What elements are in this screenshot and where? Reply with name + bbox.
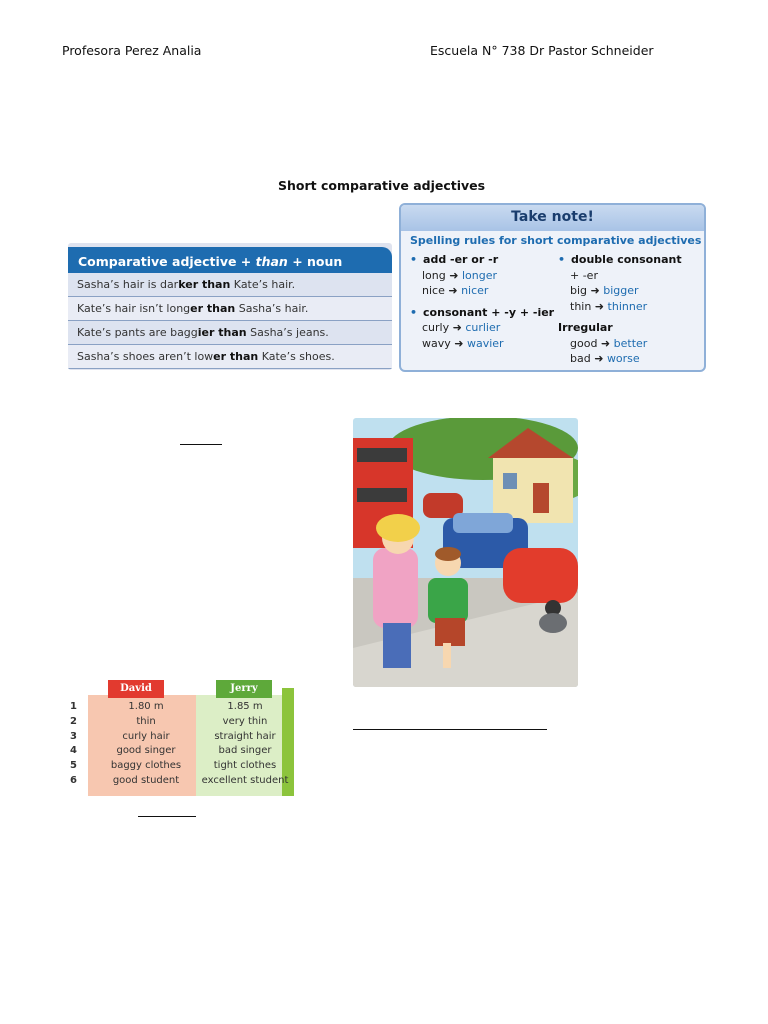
rule-consonant-y: • consonant + -y + -ier [410, 305, 554, 321]
david-label: David [108, 680, 164, 698]
header-teacher: Profesora Perez Analia [62, 43, 202, 58]
row-number: 6 [70, 774, 77, 786]
example: wavy ➜ wavier [422, 336, 504, 350]
example: bad ➜ worse [570, 352, 640, 365]
jerry-trait: very thin [222, 715, 268, 727]
street-illustration [353, 418, 578, 687]
comparative-example-row: Kate’s pants are baggier than Sasha’s jeans. [68, 321, 392, 345]
comparative-example-row: Sasha’s hair is darker than Kate’s hair. [68, 273, 392, 297]
david-trait: good student [112, 774, 180, 786]
example: big ➜ bigger [570, 284, 639, 297]
comparative-heading: Comparative adjective + than + noun [68, 247, 392, 273]
jerry-trait: 1.85 m [227, 701, 263, 712]
rule-irregular: Irregular [558, 321, 613, 334]
david-trait: curly hair [122, 730, 170, 742]
jerry-trait: straight hair [214, 730, 276, 742]
page-title: Short comparative adjectives [278, 178, 486, 193]
row-number: 4 [70, 745, 77, 757]
row-number: 2 [70, 715, 77, 727]
jerry-label: Jerry [216, 680, 272, 698]
david-jerry-table [68, 678, 295, 796]
take-note-subtitle: Spelling rules for short comparative adjectives [410, 234, 702, 247]
answer-blank[interactable] [138, 816, 196, 817]
comparative-box [68, 243, 392, 370]
jerry-trait: tight clothes [213, 760, 277, 772]
example: thin ➜ thinner [570, 299, 648, 313]
comparative-example-row: Kate’s hair isn’t longer than Sasha’s hair. [68, 297, 392, 321]
take-note-title: Take note! [401, 205, 704, 231]
david-trait: baggy clothes [110, 760, 182, 772]
row-number: 5 [70, 760, 77, 772]
example: good ➜ better [570, 336, 648, 350]
header-school: Escuela N° 738 Dr Pastor Schneider [430, 43, 654, 58]
david-trait: thin [136, 715, 156, 727]
answer-blank[interactable] [353, 729, 547, 730]
david-values [88, 700, 204, 789]
david-trait: 1.80 m [128, 701, 164, 712]
rules-column-left [410, 252, 554, 351]
example: long ➜ longer [422, 268, 497, 282]
rule-add-er: • add -er or -r [410, 252, 554, 268]
example: nice ➜ nicer [422, 284, 489, 297]
rule-double-consonant-suffix: + -er [570, 268, 598, 282]
jerry-trait: bad singer [218, 745, 272, 757]
row-number: 1 [70, 701, 77, 712]
take-note-box [399, 203, 706, 372]
david-trait: good singer [116, 745, 176, 757]
row-numbers [70, 700, 77, 789]
comparative-example-row: Sasha’s shoes aren’t lower than Kate’s shoes. [68, 345, 392, 369]
answer-blank[interactable] [180, 444, 222, 445]
example: curly ➜ curlier [422, 321, 501, 334]
row-number: 3 [70, 730, 77, 742]
rule-double-consonant: • double consonant [558, 252, 682, 268]
rules-column-right [558, 252, 682, 367]
jerry-trait: excellent student [201, 774, 289, 786]
jerry-values [196, 700, 294, 789]
